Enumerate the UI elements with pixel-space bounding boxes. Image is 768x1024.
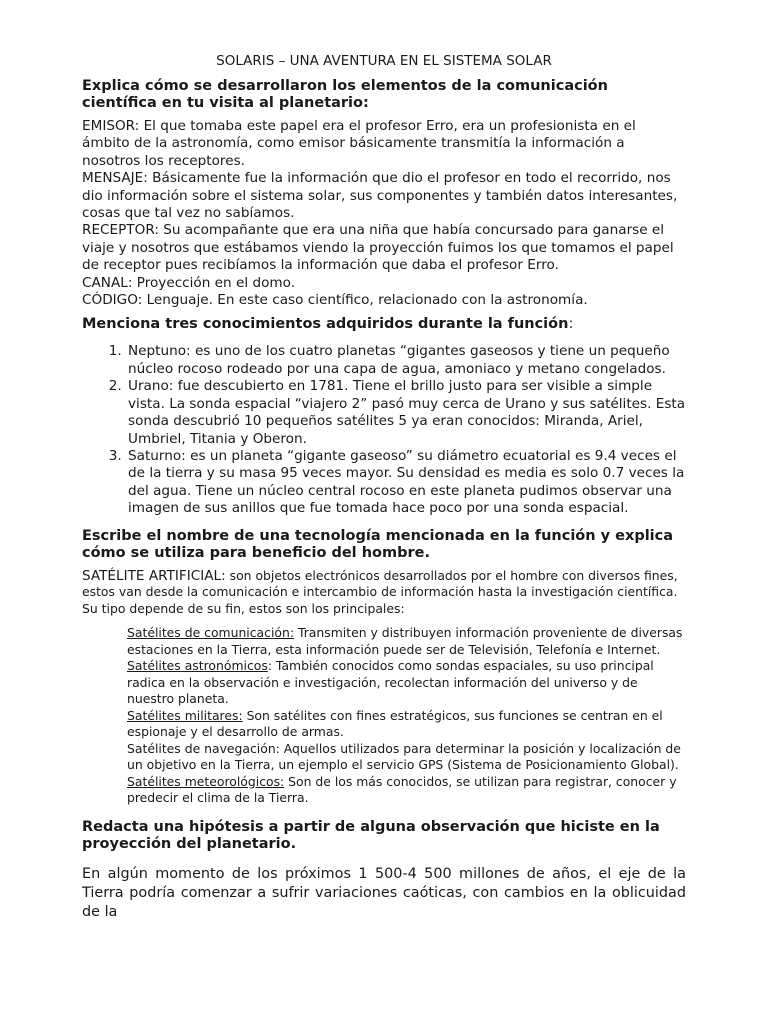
communication-elements — [82, 118, 686, 309]
knowledge-item-saturno: 3. Saturno: es un planeta “gigante gaseoso” su diámetro ecuatorial es 9.4 veces el de la tierra y su masa 95 veces mayor. Su densidad es media es solo 0.7 veces la del agua. Tiene un núcleo central rocoso en este planeta pudimos observar una imagen de sus anillos que fue tomada hace poco por una sonda espacial. — [126, 448, 686, 518]
satellite-type-name: Satélites militares: — [127, 707, 243, 723]
satellite-definition-text: son objetos electrónicos desarrollados por el hombre con diversos fines, estos van desde la comunicación e intercambio de información hasta la investigación científica. — [82, 567, 678, 600]
satellite-type-navigation — [127, 741, 686, 774]
paragraph-receptor: RECEPTOR: Su acompañante que era una niña que había concursado para ganarse el viaje y nosotros que estábamos viendo la proyección fuimos los que tomamos el papel de receptor pues recibíamos la información que daba el profesor Erro. — [82, 222, 674, 274]
technology-section — [82, 528, 686, 807]
satellite-definition — [82, 568, 686, 601]
question-heading-technology: Escribe el nombre de una tecnología mencionada en la función y explica cómo se utiliza para beneficio del hombre. — [82, 527, 674, 561]
satellite-types-list — [127, 625, 686, 807]
satellite-term: SATÉLITE ARTIFICIAL: — [82, 567, 226, 584]
satellite-type-desc: Transmiten y distribuyen información proveniente de diversas estaciones en la Tierra, esta información puede ser de Televisión, Telefonía e Internet. — [127, 625, 683, 657]
satellite-type-name: Satélites de comunicación: — [127, 625, 295, 641]
satellite-type-desc: Son satélites con fines estratégicos, sus funciones se centran en el espionaje y el desarrollo de armas. — [127, 707, 663, 740]
paragraph-canal: CANAL: Proyección en el domo. — [82, 274, 296, 291]
knowledge-item-urano: 2. Urano: fue descubierto en 1781. Tiene el brillo justo para ser visible a simple vista. La sonda espacial “viajero 2” pasó muy cerca de Urano y sus satélites. Esta sonda descubrió 10 pequeños satélites 5 ya eran conocidos: Miranda, Ariel, Umbriel, Titania y Oberon. — [126, 378, 686, 448]
satellite-type-name: Satélites astronómicos — [127, 658, 268, 674]
paragraph-mensaje: MENSAJE: Básicamente fue la información que dio el profesor en todo el recorrido, nos dio información sobre el sistema solar, sus componentes y también datos interesantes, cosas que tal vez no sabíamos. — [82, 170, 678, 222]
question-heading-communication: Explica cómo se desarrollaron los elementos de la comunicación científica en tu visita al planetario: — [82, 78, 608, 111]
paragraph-codigo: CÓDIGO: Lenguaje. En este caso científico, relacionado con la astronomía. — [82, 292, 588, 309]
knowledge-item-neptuno: 1. Neptuno: es uno de los cuatro planetas “gigantes gaseosos y tiene un pequeño núcleo rocoso rodeado por una capa de agua, amoniaco y metano congelados. — [126, 343, 686, 378]
satellite-type-military — [127, 708, 686, 741]
knowledge-heading-colon: : — [568, 316, 574, 333]
satellite-type-name: Satélites de navegación: — [127, 740, 280, 756]
satellite-type-name: Satélites meteorológicos: — [127, 773, 285, 789]
satellite-types-intro: Su tipo depende de su fin, estos son los principales: — [82, 600, 405, 616]
satellite-type-astronomical — [127, 658, 686, 708]
satellite-type-desc: : También conocidos como sondas espaciales, su uso principal radica en la observación e investigación, recolectan información del universo y de nuestro planeta. — [127, 658, 654, 707]
satellite-type-desc: Son de los más conocidos, se utilizan para registrar, conocer y predecir el clima de la Tierra. — [127, 773, 677, 806]
document-title: SOLARIS – UNA AVENTURA EN EL SISTEMA SOLAR — [216, 53, 552, 69]
satellite-type-communication — [127, 625, 686, 658]
satellite-type-desc: Aquellos utilizados para determinar la posición y localización de un objetivo en la Tierra, un ejemplo el servicio GPS (Sistema de Posicionamiento Global). — [127, 740, 681, 773]
satellite-type-meteorological — [127, 774, 686, 807]
knowledge-list — [82, 343, 686, 517]
question-heading-knowledge — [82, 316, 686, 333]
hypothesis-text: En algún momento de los próximos 1 500-4 500 millones de años, el eje de la Tierra podría comenzar a sufrir variaciones caóticas, con cambios en la oblicuidad de la — [82, 865, 686, 920]
knowledge-heading-text: Menciona tres conocimientos adquiridos durante la función — [82, 316, 569, 333]
question-heading-hypothesis: Redacta una hipótesis a partir de alguna observación que hiciste en la proyección del planetario. — [82, 818, 660, 852]
paragraph-emisor: EMISOR: El que tomaba este papel era el profesor Erro, era un profesionista en el ámbito de la astronomía, como emisor básicamente transmitía la información a nosotros los receptores. — [82, 118, 636, 169]
